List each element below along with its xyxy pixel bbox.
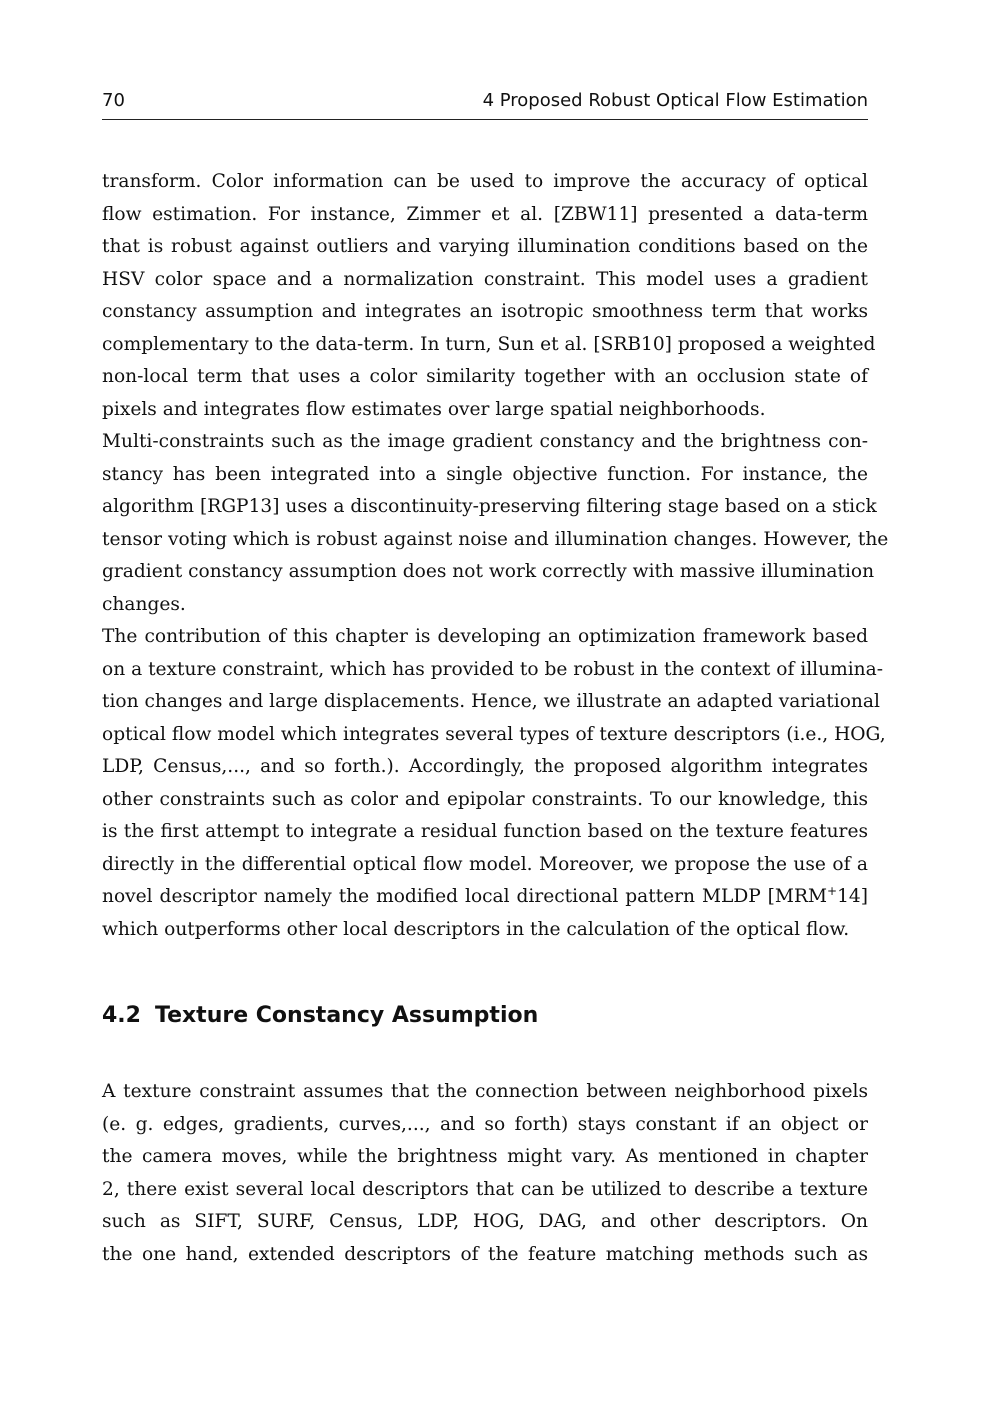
text-line: which outperforms other local descriptors in the calculation of the optical flow. bbox=[102, 918, 850, 940]
body-text-block-2 bbox=[102, 1076, 868, 1271]
text-line: flow estimation. For instance, Zimmer et al. [ZBW11] presented a data-term bbox=[102, 203, 868, 225]
text-line: transform. Color information can be used to improve the accuracy of optical bbox=[102, 171, 868, 192]
text-line: The contribution of this chapter is developing an optimization framework based bbox=[102, 626, 868, 647]
page-header bbox=[102, 88, 868, 120]
text-line bbox=[102, 881, 868, 914]
text-line: constancy assumption and integrates an isotropic smoothness term that works bbox=[102, 301, 868, 322]
text-line: 2, there exist several local descriptors that can be utilized to describe a texture bbox=[102, 1178, 868, 1200]
text-line: Multi-constraints such as the image gradient constancy and the brightness con- bbox=[102, 431, 868, 452]
text-line: such as SIFT, SURF, Census, LDP, HOG, DAG, and other descriptors. On bbox=[102, 1211, 868, 1232]
text-line: HSV color space and a normalization constraint. This model uses a gradient bbox=[102, 268, 868, 290]
text-line: tion changes and large displacements. Hence, we illustrate an adapted variational bbox=[102, 691, 880, 712]
text-line: algorithm [RGP13] uses a discontinuity-preserving filtering stage based on a stick bbox=[102, 496, 877, 517]
text-line: changes. bbox=[102, 593, 186, 615]
body-text-block-1 bbox=[102, 166, 889, 946]
text-line: complementary to the data-term. In turn, Sun et al. [SRB10] proposed a weighted bbox=[102, 333, 876, 355]
superscript: + bbox=[827, 883, 838, 898]
section-heading bbox=[102, 1003, 538, 1028]
section-title: Texture Constancy Assumption bbox=[154, 1003, 539, 1028]
section-number: 4.2 bbox=[102, 1003, 141, 1028]
text-span: 14] bbox=[837, 886, 868, 907]
text-line: non-local term that uses a color similarity together with an occlusion state of bbox=[102, 366, 868, 387]
text-line: on a texture constraint, which has provided to be robust in the context of illumina- bbox=[102, 658, 884, 680]
text-line: gradient constancy assumption does not work correctly with massive illumination bbox=[102, 561, 875, 582]
text-line: the camera moves, while the brightness might vary. As mentioned in chapter bbox=[102, 1146, 868, 1167]
text-line: other constraints such as color and epipolar constraints. To our knowledge, this bbox=[102, 788, 868, 810]
text-span: novel descriptor namely the modified local directional pattern MLDP [MRM bbox=[102, 886, 828, 907]
text-line: LDP, Census,..., and so forth.). Accordingly, the proposed algorithm integrates bbox=[102, 756, 868, 777]
text-line: stancy has been integrated into a single objective function. For instance, the bbox=[102, 463, 868, 485]
running-title: 4 Proposed Robust Optical Flow Estimation bbox=[482, 90, 868, 111]
text-line: pixels and integrates flow estimates over large spatial neighborhoods. bbox=[102, 398, 766, 420]
text-line: (e. g. edges, gradients, curves,..., and so forth) stays constant if an object or bbox=[102, 1113, 868, 1135]
text-line: directly in the differential optical flow model. Moreover, we propose the use of a bbox=[102, 853, 868, 875]
text-line: is the first attempt to integrate a residual function based on the texture features bbox=[102, 821, 868, 842]
text-line: optical flow model which integrates several types of texture descriptors (i.e., HOG, bbox=[102, 723, 886, 745]
text-line: A texture constraint assumes that the connection between neighborhood pixels bbox=[102, 1081, 868, 1102]
text-line: the one hand, extended descriptors of the feature matching methods such as bbox=[102, 1243, 868, 1265]
text-line: that is robust against outliers and varying illumination conditions based on the bbox=[102, 236, 868, 257]
page-number: 70 bbox=[102, 90, 125, 111]
text-line: tensor voting which is robust against noise and illumination changes. However, the bbox=[102, 528, 889, 550]
